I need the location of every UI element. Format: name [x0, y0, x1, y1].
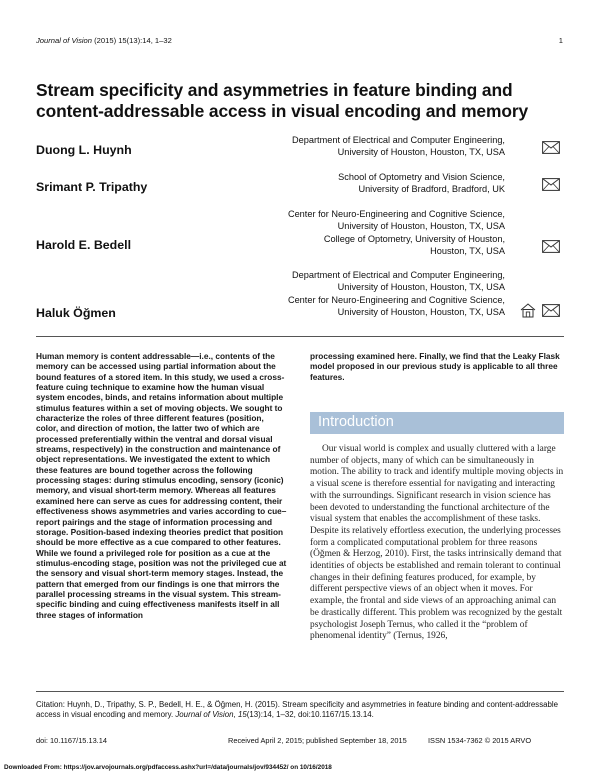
author-name: Srimant P. Tripathy — [36, 180, 148, 194]
home-icon[interactable] — [520, 303, 536, 318]
author-name: Duong L. Huynh — [36, 143, 132, 157]
article-title — [36, 80, 566, 122]
divider — [36, 336, 564, 337]
download-stamp: Downloaded From: https://jov.arvojournals.org/pdfaccess.ashx?url=/data/journals/jov/934452/ on 10/16/2018 — [4, 764, 332, 771]
divider — [36, 691, 564, 692]
citation-text: Citation: Huynh, D., Tripathy, S. P., Bedell, H. E., & Öğmen, H. (2015). Stream specificity and asymmetries in feature binding and content-addressable access in visual encoding and memory. — [36, 700, 559, 720]
author-affiliation: School of Optometry and Vision Science, University of Bradford, Bradford, UK — [338, 172, 505, 195]
author-name: Haluk Öğmen — [36, 306, 116, 320]
envelope-icon[interactable] — [542, 304, 560, 317]
journal-citation: (2015) 15(13):14, 1–32 — [94, 36, 172, 45]
paragraph: Our visual world is complex and usually cluttered with a large number of objects, many of which can be simultaneously in motion. The ability to track and identify multiple moving objects in a visual scene is therefore essential for navigating and interacting with the surroundings. Significant research in vision science has been devoted to understanding the functional architecture of the visual system that enables the accomplishment of these tasks. Despite its relatively effortless execution, the underlying processes form a complicated computational problem for three reasons (Öğmen & Herzog, 2010). First, the tasks intrinsically demand that identities of objects be established and remain tolerant to continual changes in their defining features produced, for example, by different perspective views of an object when it moves. For example, the frontal and side views of an approaching animal can be drastically different. This problem was recognized by the gestalt psychologist Joseph Ternus, who called it the “problem of phenomenal identity” (Ternus, 1926, — [310, 444, 564, 642]
journal-name: Journal of Vision — [36, 36, 93, 45]
author-affiliation: Department of Electrical and Computer Engineering, University of Houston, Houston, TX, USA Center for Neuro-Engineering and Cognitive Science, University of Houston, Houston, TX, USA — [287, 270, 505, 318]
citation-volume: 15 — [237, 710, 247, 720]
envelope-icon[interactable] — [542, 141, 560, 154]
abstract-column-2: processing examined here. Finally, we find that the Leaky Flask model proposed in our previous study is applicable to all three features. — [310, 351, 560, 382]
citation-block: Citation: Huynh, D., Tripathy, S. P., Bedell, H. E., & Öğmen, H. (2015). Stream specificity and asymmetries in feature binding and content-addressable access in visual encoding and memory. Journal of Vision, 15(13):14, 1–32, doi:10.1167/15.13.14. — [36, 700, 559, 720]
page-number: 1 — [558, 36, 563, 45]
section-heading: Introduction — [318, 414, 394, 430]
envelope-icon[interactable] — [542, 240, 560, 253]
author-name: Harold E. Bedell — [36, 238, 132, 252]
footer-doi: doi: 10.1167/15.13.14 — [36, 736, 107, 745]
running-header — [36, 36, 172, 45]
title-line-2: content-addressable access in visual encoding and memory — [36, 101, 529, 121]
footer-received: Received April 2, 2015; published September 18, 2015 — [228, 736, 407, 745]
author-affiliation: Center for Neuro-Engineering and Cognitive Science, University of Houston, Houston, TX, USA College of Optometry, University of Houston, Houston, TX, USA — [287, 209, 505, 257]
introduction-text — [310, 444, 564, 643]
citation-details: (13):14, 1–32, doi:10.1167/15.13.14. — [246, 710, 374, 720]
title-line-1: Stream specificity and asymmetries in feature binding and — [36, 80, 513, 100]
abstract-column-1: Human memory is content addressable—i.e., contents of the memory can be accessed using partial information about the bound features of a stored item. In this study, we used a cross-feature cuing technique to examine how the human visual system encodes, binds, and retains information about multiple stimulus features within a set of moving objects. We sought to characterize the roles of three different features (position, color, and direction of motion, the latter two of which are processed preferentially within the ventral and dorsal visual streams, respectively) in the construction and maintenance of object representations. We investigated the extent to which these features are bound together across the following processing stages: during stimulus encoding, sensory (iconic) memory, and visual short-term memory. Whereas all features examined here can serve as cues for addressing content, their effectiveness shows asymmetries and varies according to cue–report pairings and the stage of information processing and storage. Position-based indexing theories predict that position should be more effective as a cue compared to other features. While we found a privileged role for position as a cue at the stimulus-encoding stage, position was not the privileged cue at the sensory and visual short-term memory stages. Instead, the pattern that emerged from our findings is one that mirrors the parallel processing streams in the visual system. This stream-specific binding and cuing effectiveness manifests itself in all three stages of information — [36, 351, 287, 620]
citation-journal: Journal of Vision — [175, 710, 234, 720]
envelope-icon[interactable] — [542, 178, 560, 191]
footer-issn: ISSN 1534-7362 © 2015 ARVO — [428, 736, 532, 745]
author-affiliation: Department of Electrical and Computer Engineering, University of Houston, Houston, TX, USA — [292, 135, 505, 158]
